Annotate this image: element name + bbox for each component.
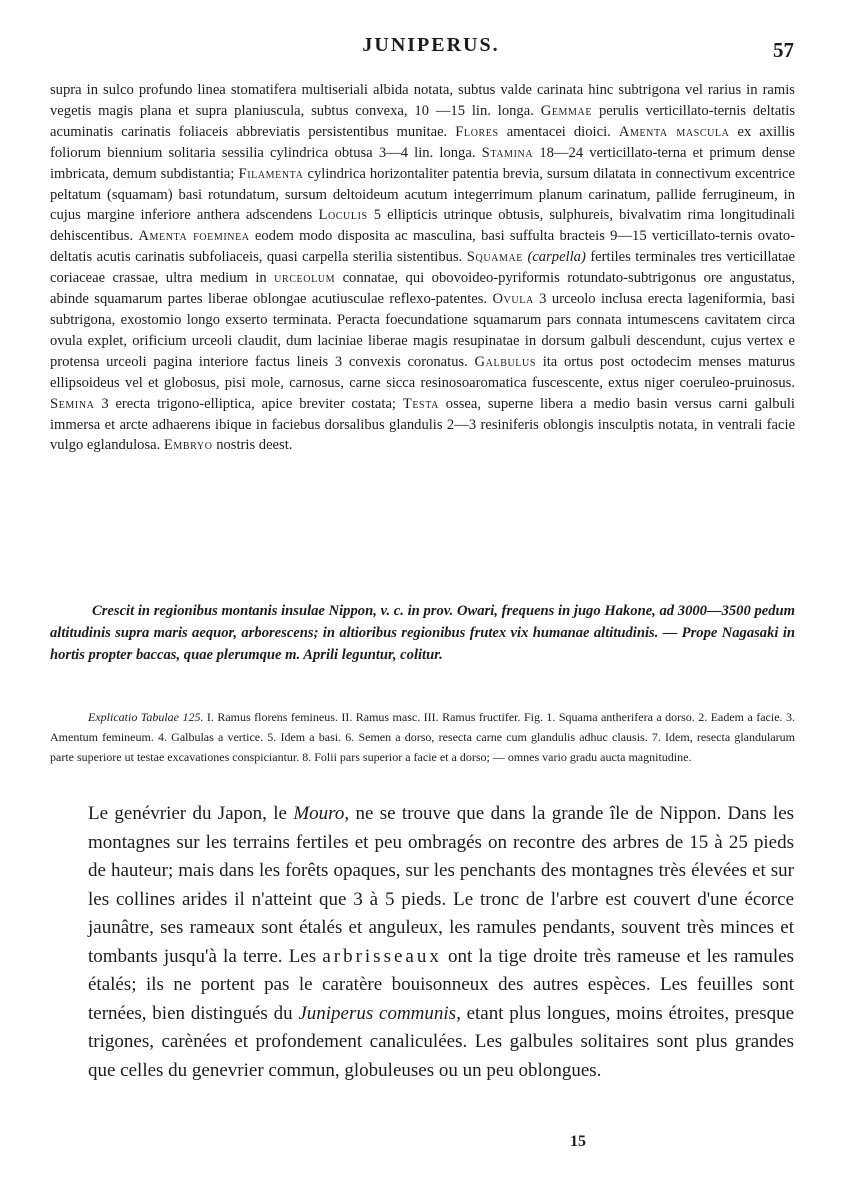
plate-explanation (50, 707, 795, 767)
term-carpella: (carpella) (527, 249, 586, 266)
term-semina: Semina (50, 395, 95, 412)
term-testa: Testa (402, 395, 439, 412)
latin-description (50, 80, 795, 456)
description-text: 3 urceolo inclusa erecta lageniformia, basi subtrigona, exostomio longo exserto terminata. Peracta foecundatione squamarum pars connata intumescens cavitatem circa ovula explet, orificium urceoli claudit, dum laciniae liberae magis resupinatae in dorsum galbuli descendunt, cujus vertex e protensa urceoli pagina interiore factus lineis 3 convexis coronatus. (50, 291, 795, 370)
description-text: connatae, qui obovoideo-pyriformis rotundato-subtrigonus ore angustatus, abinde squamarum partes liberae oblongae acutiusculae reflexo-patentes. (50, 270, 795, 308)
habitat-paragraph: Crescit in regionibus montanis insulae Nippon, v. c. in prov. Owari, frequens in jugo Hakone, ad 3000—3500 pedum altitudinis supra maris aequor, arborescens; in altioribus regionibus frutex vix humanae altitudinis. — Prope Nagasaki in hortis propter baccas, quae plerumque m. Aprili leguntur, colitur. (50, 603, 795, 663)
description-text: ossea, superne libera a medio basin versus carni galbuli immersa et arcte adhaerens ibique in faciebus dorsalibus glandulis 2—3 resiniferis oblongis insculptis notata, in ventrali facie vulgo eglandulosa. (50, 395, 795, 454)
term-filamenta: Filamenta (238, 165, 304, 182)
description-text: nostris deest. (216, 437, 293, 454)
description-text: eodem modo disposita ac masculina, basi suffulta bracteis 9—15 verticillato-ternis ovato-deltatis acutis carinatis subfoliaceis, quasi carpella sterilia sistentibus. (50, 228, 795, 266)
plate-explanation-lead: Explicatio Tabulae 125. (88, 710, 204, 724)
term-amenta-mascula: Amenta mascula (618, 123, 730, 140)
term-loculis: Loculis (318, 207, 368, 224)
term-gemmae: Gemmae (540, 102, 593, 119)
term-flores: Flores (455, 123, 499, 140)
term-stamina: Stamina (481, 144, 534, 161)
description-text: 3 erecta trigono-elliptica, apice breviter costata; (101, 395, 396, 412)
description-text: 5 ellipticis utrinque obtusis, sulphureis, bivalvatim rima longitudinali dehiscentibus. (50, 207, 795, 245)
description-text: amentacei dioici. (506, 123, 611, 140)
term-embryo: Embryo (163, 437, 213, 454)
description-text: 18—24 verticillato-terna et primum dense imbricata, demum subdistantia; (50, 144, 795, 182)
term-arbrisseaux: arbrisseaux (322, 945, 442, 967)
french-text: ne se trouve que dans la grande île de Nippon. Dans les montagnes sur les terrains fertiles et peu ombragés on recontre des arbres de 15 à 25 pieds de hauteur; mais dans les forêts opaques, sur les penchants des montagnes très élevées et sur les collines arides il n'atteint que 3 à 5 pieds. Le tronc de l'arbre est couvert d'une écorce jaunâtre, ses rameaux sont étalés et anguleux, les ramules pendants, souvent très minces et tombants jusqu'à la terre. Les (88, 803, 795, 967)
description-text: fertiles terminales tres verticillatae coriaceae crassae, ultra medium in (50, 249, 795, 287)
description-text: cylindrica horizontaliter patentia brevia, sursum dilatata in connectivum excentrice peltatum (squamam) basi rotundatum, sursum deltoideum acutum integerrimum planum carinatum, pallide ferrugineum, in cujus margine inferiore anthera adscendens (50, 165, 795, 224)
term-urceolum: urceolum (274, 270, 336, 287)
description-text: ex axillis foliorum biennium solitaria sessilia cylindrica obtusa 3—4 lin. longa. (50, 123, 795, 161)
term-galbulus: Galbulus (474, 353, 536, 370)
term-amenta-foeminea: Amenta foeminea (138, 228, 250, 245)
french-paragraph (88, 800, 794, 1085)
page-number: 57 (773, 38, 794, 62)
running-title: JUNIPERUS. (362, 34, 500, 56)
plate-explanation-text: I. Ramus florens femineus. II. Ramus masc. III. Ramus fructifer. Fig. 1. Squama antherifera a dorso. 2. Eadem a facie. 3. Amentum femineum. 4. Galbulas a vertice. 5. Idem a basi. 6. Semen a dorso, resecta carne cum glandulis adhuc clausis. 7. Idem, resecta glandularum parte superiore ut testae excavationes conspiciantur. 8. Folii pars superior a facie et a dorso; — omnes vario gradu aucta magnitudine. (50, 710, 795, 764)
french-text: ont la tige droite très rameuse et les ramules étalés; ils ne portent pas le caratère bouisonneux des autres espèces. Les feuilles sont ternées, bien distingués du (88, 945, 794, 1024)
french-text: etant plus longues, moins étroites, presque trigones, carènées et profondement canaliculées. Les galbules solitaires sont plus grandes que celles du genevrier commun, globuleuses ou un peu oblongues. (88, 1002, 795, 1081)
term-juniperus-communis: Juniperus communis, (298, 1002, 461, 1024)
description-paragraph (50, 80, 795, 456)
term-squamae: Squamae (466, 249, 523, 266)
description-text: ita ortus post octodecim menses maturus ellipsoideus vel et globosus, pisi mole, carnosus, carne sicca resinosoaromatica fuscescente, extus niger coeruleo-pruinosus. (50, 353, 796, 391)
french-text: Le genévrier du Japon, le (88, 803, 287, 824)
term-ovula: Ovula (492, 291, 534, 308)
description-text: perulis verticillato-ternis deltatis acuminatis carinatis foliaceis abbreviatis persistentibus munitae. (50, 102, 795, 140)
description-text: supra in sulco profundo linea stomatifera multiseriali albida notata, subtus valde carinata hinc subtrigona vel rarius in ramis vegetis magis plana et supra planiuscula, subtus convexa, 10 —15 lin. longa. (50, 82, 795, 119)
signature-folio: 15 (570, 1133, 586, 1150)
term-mouro: Mouro, (293, 803, 350, 824)
